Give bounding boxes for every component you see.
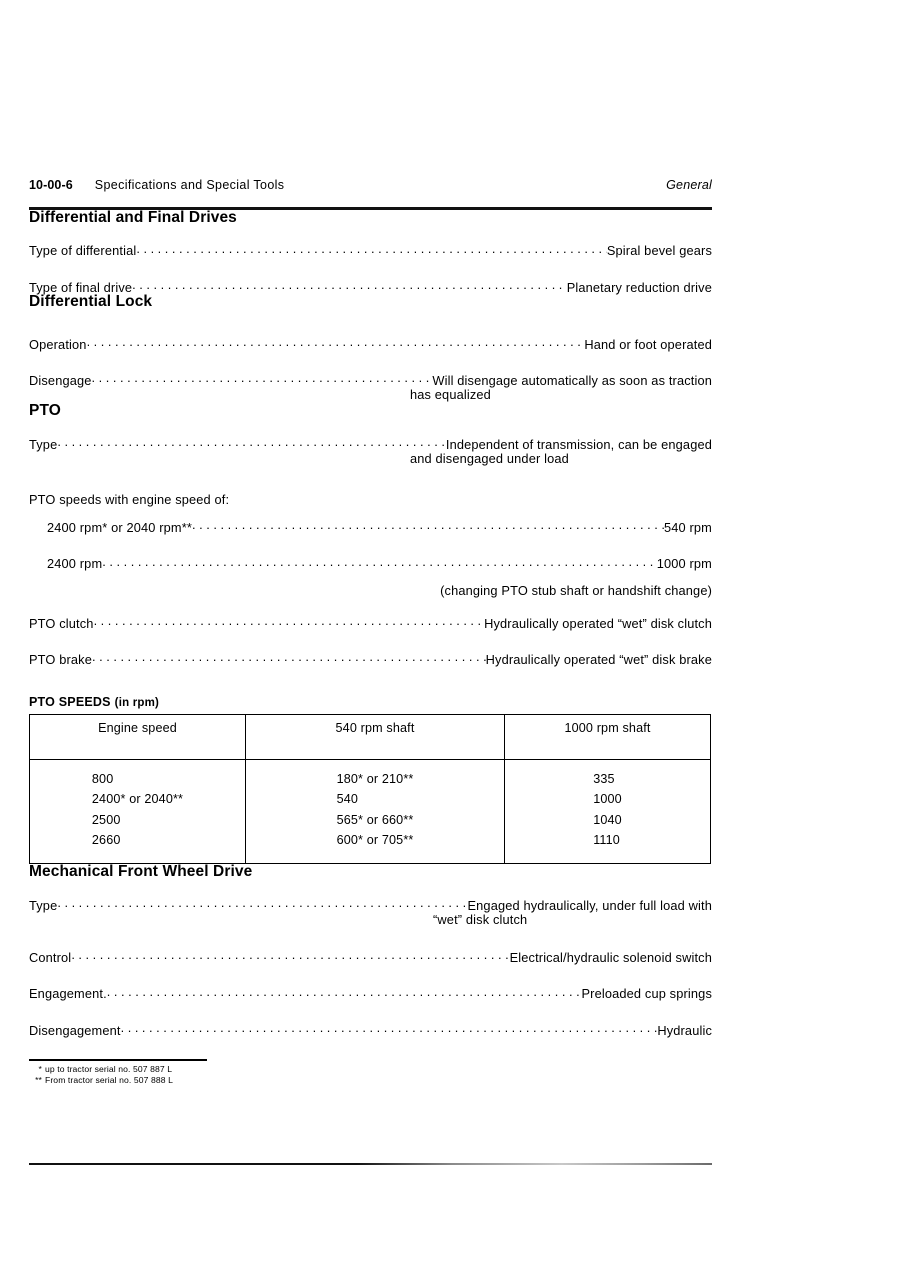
footnote-text: From tractor serial no. 507 888 L bbox=[45, 1074, 173, 1085]
spec-value: Hydraulically operated “wet” disk clutch bbox=[484, 615, 712, 631]
spacer bbox=[29, 467, 712, 493]
spec-label: Control bbox=[29, 949, 72, 965]
spec-row-pto-brake bbox=[29, 651, 712, 666]
pto-speeds-intro: PTO speeds with engine speed of: bbox=[29, 492, 230, 508]
footnote-single-asterisk bbox=[29, 1064, 712, 1075]
dot-leader bbox=[57, 897, 467, 910]
table-value: 180* or 210** bbox=[336, 771, 414, 786]
footer-rule bbox=[29, 1163, 712, 1165]
value-stack bbox=[337, 769, 414, 851]
table-header-row bbox=[30, 714, 711, 759]
table-caption bbox=[29, 695, 712, 709]
footnote-rule bbox=[29, 1059, 207, 1060]
table-value: 600* or 705** bbox=[336, 832, 414, 847]
chapter-title: Specifications and Special Tools bbox=[94, 178, 285, 192]
spec-row-disengage bbox=[29, 372, 712, 387]
spec-value-continuation: has equalized bbox=[410, 387, 491, 403]
spacer bbox=[29, 419, 712, 436]
spacer bbox=[29, 965, 712, 986]
spec-row-pto-speed-540 bbox=[29, 519, 712, 534]
spacer bbox=[29, 630, 712, 651]
running-header bbox=[29, 178, 712, 196]
dot-leader bbox=[107, 986, 582, 999]
spec-value: 1000 rpm bbox=[656, 556, 712, 572]
table-value: 2500 bbox=[91, 812, 121, 827]
pto-speed-note: (changing PTO stub shaft or handshift change) bbox=[440, 583, 712, 599]
spec-row-pto-type bbox=[29, 436, 712, 451]
value-stack bbox=[92, 769, 183, 851]
table-cell-engine-speeds bbox=[30, 759, 246, 864]
spec-label: PTO clutch bbox=[29, 615, 94, 631]
value-stack bbox=[593, 769, 622, 851]
spec-value: Engaged hydraulically, under full load with bbox=[467, 897, 712, 913]
spacer bbox=[29, 598, 712, 615]
table-cell-1000-shaft-speeds bbox=[505, 759, 711, 864]
spec-row-operation bbox=[29, 336, 712, 351]
table-value: 1110 bbox=[593, 832, 620, 847]
spec-value: Spiral bevel gears bbox=[606, 243, 712, 259]
table-value: 1040 bbox=[593, 812, 622, 827]
dot-leader bbox=[102, 556, 656, 569]
spacer bbox=[29, 226, 712, 243]
dot-leader bbox=[136, 243, 607, 256]
table-head bbox=[30, 714, 711, 759]
spec-row-mfwd-disengagement bbox=[29, 1022, 712, 1037]
spec-label: Type of final drive bbox=[29, 279, 133, 295]
spec-value-continuation: and disengaged under load bbox=[410, 451, 569, 467]
table-caption-main: PTO SPEEDS bbox=[29, 694, 111, 709]
dot-leader bbox=[192, 519, 664, 532]
footnote-double-asterisk bbox=[29, 1075, 712, 1086]
footnote-mark: ** bbox=[35, 1074, 42, 1085]
spec-label: Type bbox=[29, 897, 58, 913]
spec-label: Operation bbox=[29, 336, 87, 352]
heading-pto: PTO bbox=[29, 402, 61, 420]
spec-value: Hydraulically operated “wet” disk brake bbox=[485, 652, 712, 668]
dot-leader bbox=[94, 615, 485, 628]
dot-leader bbox=[71, 949, 509, 962]
spacer bbox=[29, 667, 712, 695]
spacer bbox=[29, 258, 712, 279]
table-value: 2400* or 2040** bbox=[91, 792, 184, 807]
dot-leader bbox=[92, 651, 486, 664]
spec-label: 2400 rpm bbox=[47, 556, 103, 572]
spec-label: PTO brake bbox=[29, 652, 92, 668]
table-value: 1000 bbox=[593, 792, 622, 807]
spec-value: Preloaded cup springs bbox=[581, 986, 712, 1002]
footnote-mark: * bbox=[38, 1063, 42, 1074]
table-value: 2660 bbox=[91, 832, 121, 847]
spec-row-type-of-differential bbox=[29, 243, 712, 258]
dot-leader bbox=[92, 372, 433, 385]
spec-row-mfwd-type bbox=[29, 897, 712, 912]
spec-label: Type of differential bbox=[29, 243, 137, 259]
spec-label: Type bbox=[29, 436, 58, 452]
spacer bbox=[29, 507, 712, 519]
page-folio: 10-00-6 bbox=[29, 178, 73, 192]
table-cell-540-shaft-speeds bbox=[246, 759, 505, 864]
table-value: 540 bbox=[336, 792, 359, 807]
spacer bbox=[29, 571, 712, 583]
table-row bbox=[30, 759, 711, 864]
spec-row-mfwd-engagement bbox=[29, 986, 712, 1001]
table-body bbox=[30, 759, 711, 864]
footnote-text: up to tractor serial no. 507 887 L bbox=[45, 1063, 173, 1074]
spacer bbox=[29, 880, 712, 897]
spec-row-mfwd-control bbox=[29, 949, 712, 964]
spec-value-continuation: “wet” disk clutch bbox=[433, 912, 528, 928]
spec-value: 540 rpm bbox=[664, 520, 712, 536]
spacer bbox=[29, 1001, 712, 1022]
heading-differential-lock: Differential Lock bbox=[29, 293, 153, 311]
spec-value: Hydraulic bbox=[657, 1022, 712, 1038]
spec-value: Will disengage automatically as soon as traction bbox=[432, 372, 712, 388]
table-value: 800 bbox=[91, 771, 114, 786]
spec-label: Engagement. bbox=[29, 986, 107, 1002]
table-value: 565* or 660** bbox=[336, 812, 414, 827]
spec-label: Disengage bbox=[29, 372, 92, 388]
heading-differential-and-final-drives: Differential and Final Drives bbox=[29, 209, 237, 226]
column-header-540-rpm-shaft: 540 rpm shaft bbox=[246, 714, 505, 759]
spec-value: Planetary reduction drive bbox=[566, 279, 712, 295]
page-content bbox=[29, 178, 712, 1086]
footnote-block bbox=[29, 1059, 712, 1086]
spec-row-pto-clutch bbox=[29, 615, 712, 630]
heading-mechanical-front-wheel-drive: Mechanical Front Wheel Drive bbox=[29, 863, 253, 881]
section-label: General bbox=[666, 178, 712, 192]
spacer bbox=[29, 351, 712, 372]
spec-value: Independent of transmission, can be engaged bbox=[445, 436, 712, 452]
dot-leader bbox=[121, 1022, 658, 1035]
dot-leader bbox=[132, 279, 567, 292]
spec-value: Hand or foot operated bbox=[584, 336, 712, 352]
spacer bbox=[29, 310, 712, 336]
dot-leader bbox=[87, 336, 585, 349]
spec-value: Electrical/hydraulic solenoid switch bbox=[509, 949, 712, 965]
spec-row-type-of-final-drive bbox=[29, 279, 712, 294]
spec-label: 2400 rpm* or 2040 rpm** bbox=[47, 520, 193, 536]
column-header-1000-rpm-shaft: 1000 rpm shaft bbox=[505, 714, 711, 759]
dot-leader bbox=[57, 436, 446, 449]
spec-label: Disengagement bbox=[29, 1022, 121, 1038]
table-caption-unit: (in rpm) bbox=[114, 696, 160, 709]
table-value: 335 bbox=[593, 771, 615, 786]
spacer bbox=[29, 535, 712, 556]
spec-row-pto-speed-1000 bbox=[29, 556, 712, 571]
pto-speeds-table bbox=[29, 714, 711, 865]
column-header-engine-speed: Engine speed bbox=[30, 714, 246, 759]
spacer bbox=[29, 928, 712, 949]
